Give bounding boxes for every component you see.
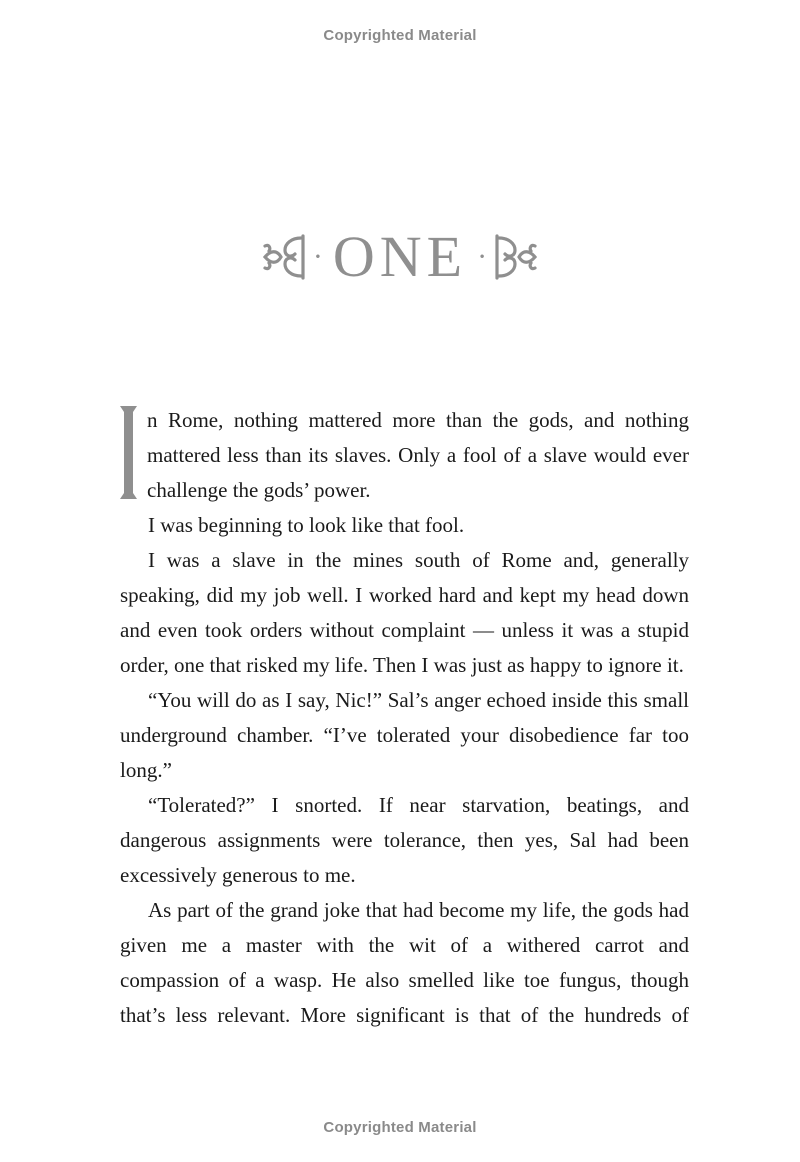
chapter-body: [120, 403, 689, 1033]
paragraph: I was beginning to look like that fool.: [148, 513, 465, 537]
scroll-ornament-left-icon: [261, 232, 307, 282]
separator-dot: ·: [312, 240, 323, 273]
paragraph: “You will do as I say, Nic!” Sal’s anger echoed inside this small underground chamber. “I’ve tolerated your disobedience far too long.”: [120, 688, 689, 782]
paragraph: As part of the grand joke that had become my life, the gods had given me a master with the wit of a withered carrot and compassion of a wasp. He also smelled like toe fungus, though that’s less relevant. More significant is that of the hundreds of: [120, 898, 689, 1027]
paragraph: I was a slave in the mines south of Rome and, generally speaking, did my job well. I worked hard and kept my head down and even took orders without complaint — unless it was a stupid order, one that risked my life. Then I was just as happy to ignore it.: [120, 548, 689, 677]
watermark-bottom: Copyrighted Material: [323, 1119, 477, 1136]
drop-cap: [120, 406, 137, 499]
opening-line: n Rome, nothing mattered more than the gods, and nothing: [147, 408, 689, 432]
separator-dot: ·: [477, 240, 488, 273]
opening-paragraph: [120, 403, 689, 508]
chapter-heading: [0, 222, 800, 292]
scroll-ornament-right-icon: [493, 232, 539, 282]
chapter-title: ONE: [332, 224, 468, 289]
paragraph: “Tolerated?” I snorted. If near starvation, beatings, and dangerous assignments were tolerance, then yes, Sal had been excessively generous to me.: [120, 793, 689, 887]
svg-text:I: I: [120, 406, 121, 407]
opening-line: challenge the gods’ power.: [147, 478, 371, 502]
watermark-top: Copyrighted Material: [323, 27, 477, 44]
opening-line: mattered less than its slaves. Only a fool of a slave would ever: [147, 443, 689, 467]
